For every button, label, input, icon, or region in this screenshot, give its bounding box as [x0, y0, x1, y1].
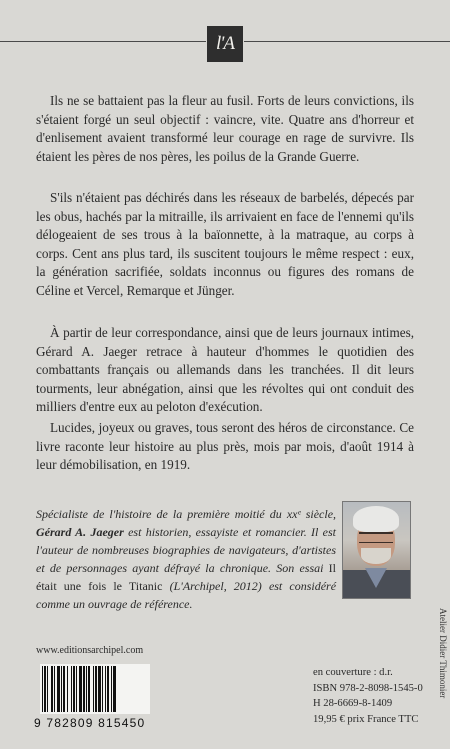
bio-essay-intro: Son essai	[276, 561, 324, 575]
author-bio	[36, 505, 336, 613]
blurb-paragraph-1: Ils ne se battaient pas la fleur au fusil. Forts de leurs convictions, ils s'étaient forgé un seul objectif : vaincre, vite. Quatre ans d'horreur et d'enlisement avaient transformé leur courage en rage de survivre. Ils étaient les pères de nos pères, les poilus de la Grande Guerre.	[36, 93, 414, 164]
essay-publisher: (L'Archipel, 2012)	[169, 579, 262, 593]
isbn: ISBN 978-2-8098-1545-0	[313, 683, 423, 694]
bio-line2: est historien, essayiste et romancier. Il est l'auteur de nombreuses biographies de navigateurs, d'artistes et de personnages ayant défrayé la chronique.	[36, 525, 337, 575]
header-rule-right	[244, 41, 450, 42]
h-code: H 28-6669-8-1409	[313, 698, 393, 709]
price: 19,95 € prix France TTC	[313, 714, 419, 725]
publisher-logo: l'A	[207, 26, 243, 62]
author-photo	[342, 501, 411, 599]
bio-line1-end: siècle,	[305, 507, 337, 521]
essay-title: Il était une fois le Titanic	[36, 561, 336, 593]
blurb-paragraph-4: Lucides, joyeux ou graves, tous seront des héros de circonstance. Ce livre raconte leur histoire au plus près, mois par mois, d'août 1914 à leur démobilisation, en 1919.	[36, 420, 414, 473]
bio-century: xxᵉ	[286, 507, 301, 521]
cover-credit: en couverture : d.r.	[313, 667, 393, 678]
bio-line1: Spécialiste de l'histoire de la première moitié du	[36, 507, 282, 521]
barcode	[40, 664, 150, 714]
bio-essay-end: est considéré comme un ouvrage de référence.	[36, 579, 337, 611]
publisher-website[interactable]: www.editionsarchipel.com	[36, 645, 144, 656]
blurb-paragraph-3: À partir de leur correspondance, ainsi que de leurs journaux intimes, Gérard A. Jaeger retrace à hauteur d'hommes le quotidien des combattants français ou allemands dans les tranchées. Il dit leurs tourments, leur abnégation, ainsi que les révoltes qui ont conduit des milliers d'entre eux au peloton d'exécution.	[36, 325, 414, 415]
photo-credit: Atelier Didier Thimonier	[438, 608, 448, 699]
author-name: Gérard A. Jaeger	[36, 525, 124, 539]
header-rule-left	[0, 41, 206, 42]
blurb-paragraph-2: S'ils n'étaient pas déchirés dans les réseaux de barbelés, dépecés par les obus, hachés par la mitraille, ils arrivaient en face de l'ennemi qu'ils délogeaient de ses trous à la baïonnette, à la matraque, au corps à corps. Cent ans plus tard, ils suscitent toujours le même respect : eux, la génération sacrifiée, soldats inconnus ou figures des romans de Céline et Vercel, Remarque et Jünger.	[36, 190, 414, 298]
barcode-digits: 9 782809 815450	[34, 716, 146, 730]
